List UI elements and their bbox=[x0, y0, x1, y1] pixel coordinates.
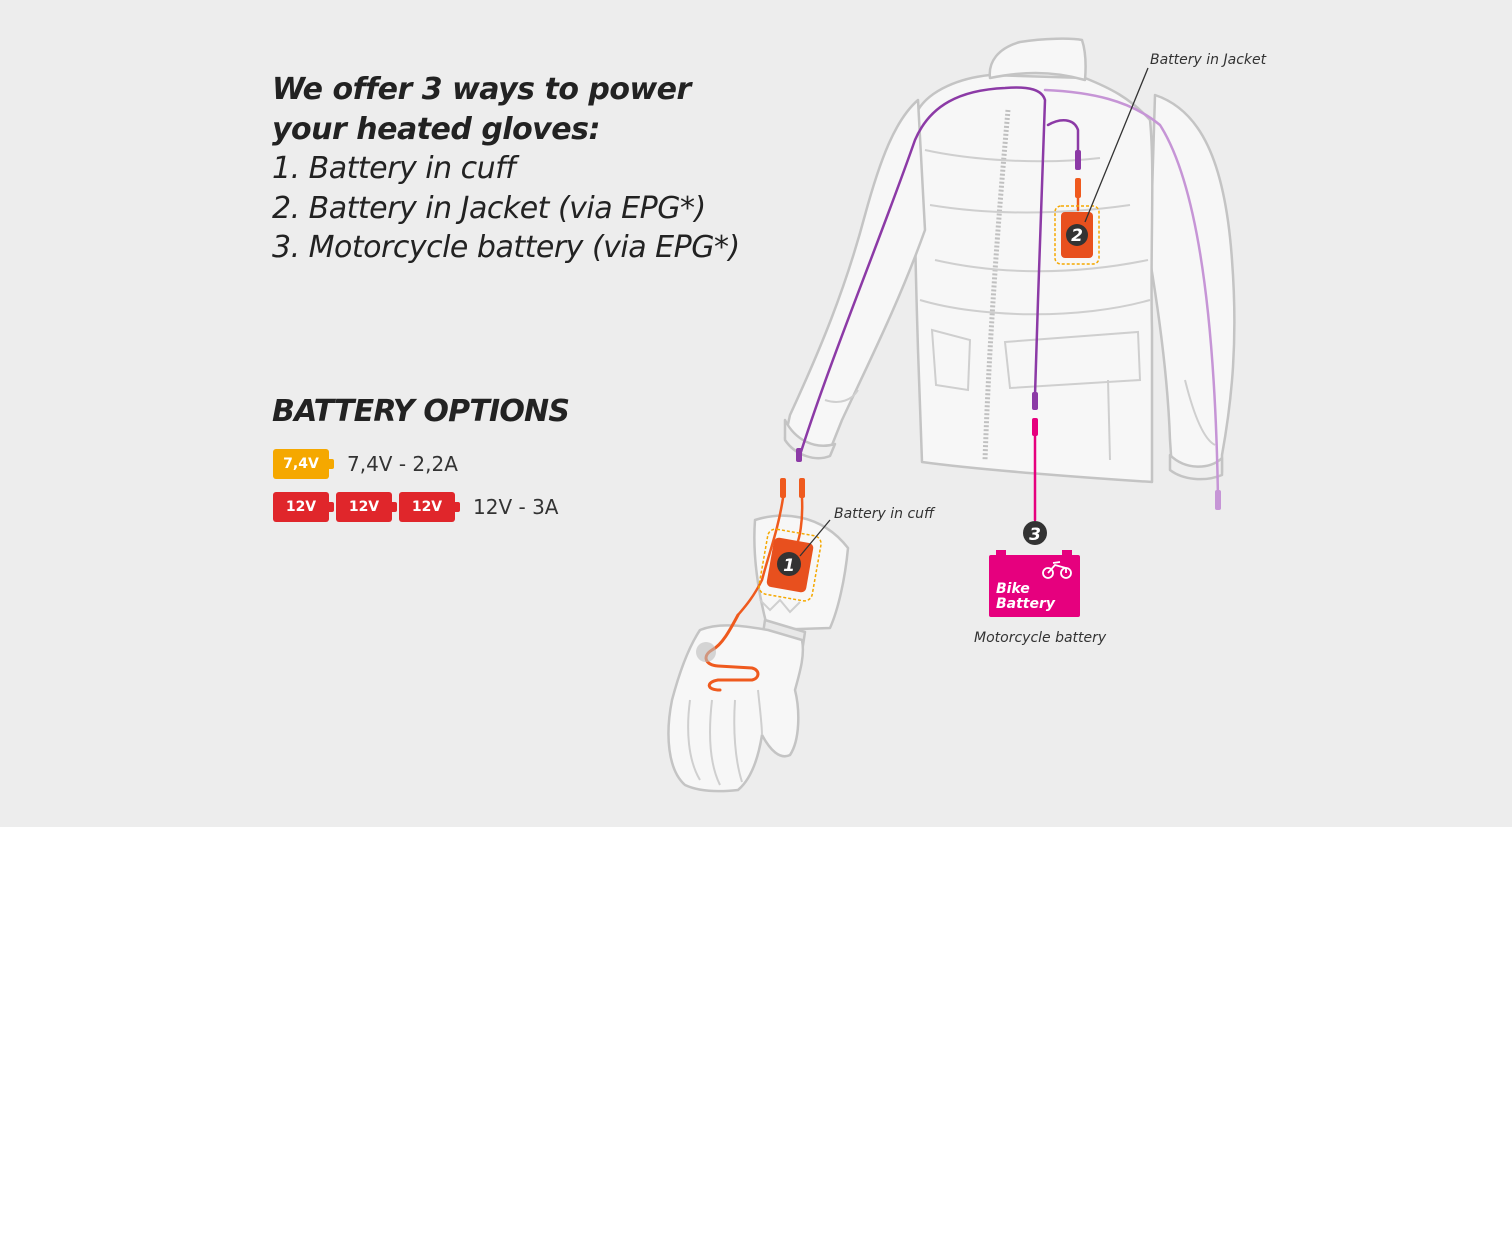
bike-battery-label-1: Bike bbox=[996, 581, 1030, 597]
badge-3-marker bbox=[1023, 521, 1047, 545]
bike-battery bbox=[989, 550, 1080, 617]
callout-battery-in-jacket: Battery in Jacket bbox=[1150, 52, 1267, 68]
battery-options-title: BATTERY OPTIONS bbox=[272, 394, 570, 429]
badge-2: 2 bbox=[1071, 226, 1083, 246]
callout-battery-in-cuff: Battery in cuff bbox=[834, 506, 935, 522]
battery-spec-12v: 12V - 3A bbox=[473, 495, 559, 519]
bike-battery-label-2: Battery bbox=[996, 596, 1056, 612]
battery-icon-7v4: 7,4V bbox=[273, 449, 329, 479]
badge-1: 1 bbox=[783, 556, 795, 576]
jacket-battery bbox=[1055, 206, 1099, 264]
headline-line-2: your heated gloves: bbox=[272, 111, 600, 147]
glove-switch-icon bbox=[696, 642, 716, 662]
jacket-illustration bbox=[785, 39, 1234, 482]
badge-3: 3 bbox=[1029, 525, 1041, 545]
option-2-text: 2. Battery in Jacket (via EPG*) bbox=[272, 190, 706, 226]
battery-icon-12v-2: 12V bbox=[336, 492, 392, 522]
battery-icon-12v-1: 12V bbox=[273, 492, 329, 522]
option-1-text: 1. Battery in cuff bbox=[272, 151, 516, 186]
glove-illustration bbox=[668, 516, 848, 791]
option-3-text: 3. Motorcycle battery (via EPG*) bbox=[272, 230, 740, 265]
battery-spec-7v4: 7,4V - 2,2A bbox=[347, 452, 458, 476]
battery-icon-12v-3: 12V bbox=[399, 492, 455, 522]
callout-motorcycle-battery: Motorcycle battery bbox=[974, 630, 1107, 646]
headline-line-1: We offer 3 ways to power bbox=[272, 72, 691, 107]
